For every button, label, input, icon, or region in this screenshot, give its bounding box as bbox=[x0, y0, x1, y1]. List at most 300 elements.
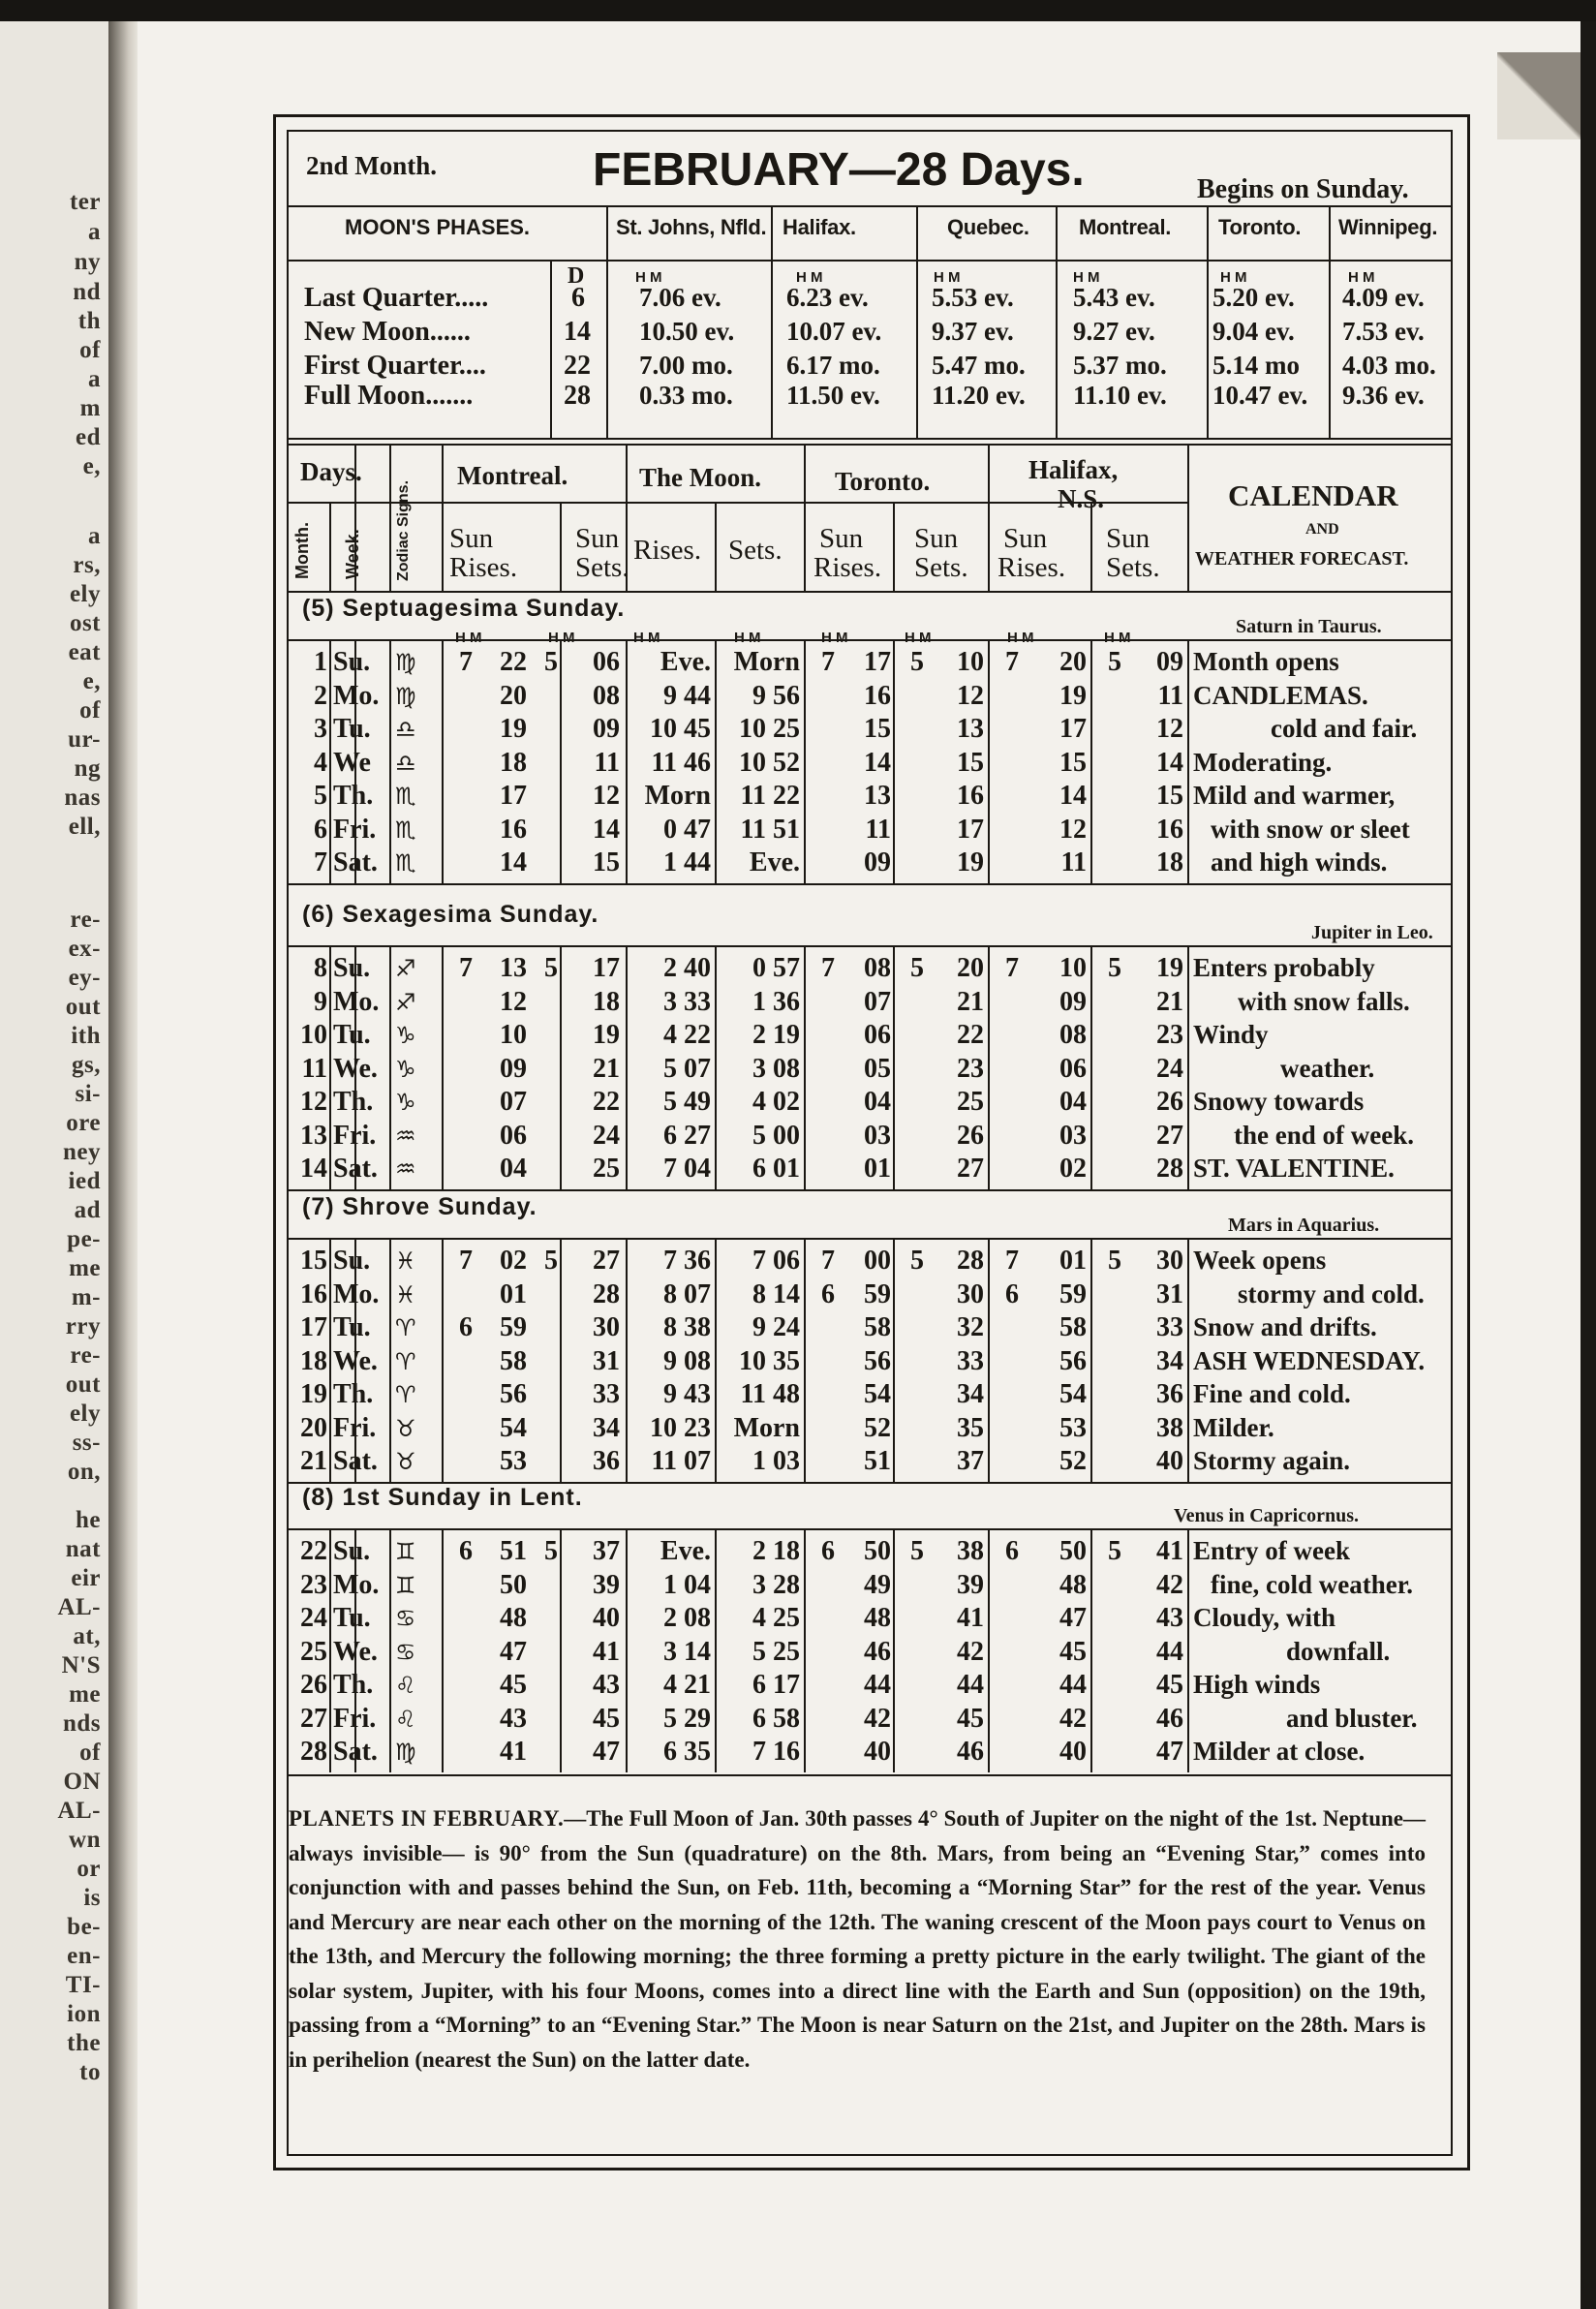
hm-small: H M bbox=[734, 630, 761, 646]
day-number: 14 bbox=[300, 1154, 327, 1184]
week-rule bbox=[289, 1528, 1451, 1530]
montreal-rise-min: 09 bbox=[500, 1053, 527, 1084]
toronto-rise-min: 49 bbox=[864, 1569, 891, 1600]
moon-rise: 10 23 bbox=[650, 1412, 711, 1443]
facing-page-fragment: re- bbox=[70, 907, 101, 933]
hm-small: H M bbox=[548, 630, 575, 646]
facing-page-fragment: nd bbox=[73, 279, 101, 305]
forecast-line: downfall. bbox=[1286, 1636, 1391, 1666]
moon-set: 11 51 bbox=[740, 814, 800, 845]
zodiac-col-line bbox=[389, 446, 391, 591]
stjohns-col-line bbox=[606, 207, 608, 440]
facing-page-fragment: ney bbox=[63, 1139, 101, 1165]
forecast-line: cold and fair. bbox=[1271, 714, 1418, 743]
toronto-rise-min: 09 bbox=[864, 847, 891, 877]
facing-page-fragment: TI- bbox=[65, 1972, 101, 1998]
toronto-set-min: 30 bbox=[957, 1278, 984, 1309]
moon-header: The Moon. bbox=[639, 463, 762, 492]
montreal-set-hour: 5 bbox=[544, 1246, 558, 1276]
week-label: (5) Septuagesima Sunday. bbox=[302, 595, 626, 622]
toronto-set-min: 23 bbox=[957, 1053, 984, 1084]
moon-set: 3 08 bbox=[752, 1053, 800, 1084]
toronto-set-min: 21 bbox=[957, 986, 984, 1017]
weekday: Su. bbox=[333, 953, 371, 983]
toronto-rise-min: 51 bbox=[864, 1446, 891, 1476]
row-col-line bbox=[1187, 947, 1189, 1189]
moon-set: 0 57 bbox=[752, 953, 800, 983]
moon-set: 5 25 bbox=[752, 1636, 800, 1667]
facing-page-fragment: on, bbox=[67, 1459, 101, 1485]
zodiac-sign: ♐ bbox=[395, 955, 416, 982]
montreal-rise-hour: 6 bbox=[459, 1312, 473, 1342]
moon-rise: 5 29 bbox=[663, 1703, 711, 1734]
forecast-line: High winds bbox=[1193, 1670, 1321, 1699]
montreal-rise-min: 04 bbox=[500, 1154, 527, 1184]
weekday: Tu. bbox=[333, 714, 371, 744]
montreal-rise-min: 58 bbox=[500, 1345, 527, 1376]
moon-rise: 4 21 bbox=[663, 1670, 711, 1700]
week-rule bbox=[289, 1238, 1451, 1240]
weekday: Su. bbox=[333, 647, 371, 677]
facing-page-fragment: me bbox=[69, 1255, 101, 1281]
weekday: Sat. bbox=[333, 1446, 378, 1476]
row-col-line bbox=[329, 641, 331, 883]
montreal-set-min: 36 bbox=[593, 1446, 620, 1476]
zodiac-sign: ♒ bbox=[395, 1122, 416, 1150]
halifax-rise-min: 42 bbox=[1059, 1703, 1087, 1734]
forecast-line: Month opens bbox=[1193, 647, 1339, 676]
phase-time: 7.53 ev. bbox=[1342, 317, 1425, 346]
day-number: 25 bbox=[300, 1636, 327, 1667]
planets-text: —The Full Moon of Jan. 30th passes 4° South of Jupiter on the night of the 1st. Neptune—always invisible— is 90° from the Sun (quadrature) on the 8th. Mars, from being an “Evening Star,” comes into conjunction with and passes behind the Sun, on Feb. 11th, becoming a “Morning Star” for the rest of the year. Venus and Mercury are near each other on the morning of the 12th. The waning crescent of the Moon pays court to Venus on the 13th, and Mercury the following morning; the three forming a pretty picture in the early twilight. The giant of the solar system, Jupiter, with his four Moons, comes into a direct line with the Earth and Sun (opposition) on the 19th, passing from a “Morning” to an “Evening Star.” The Moon is near Saturn on the 21st, and Jupiter on the 28th. Mars is in perihelion (nearest the Sun) on the latter date. bbox=[289, 1806, 1426, 2072]
phase-time: 5.43 ev. bbox=[1073, 283, 1155, 312]
moon-set: 6 17 bbox=[752, 1670, 800, 1700]
hm-header: H M bbox=[796, 269, 823, 286]
montreal-rise-min: 17 bbox=[500, 781, 527, 811]
city-header: St. Johns, Nfld. bbox=[616, 215, 767, 239]
day-number: 6 bbox=[314, 814, 327, 845]
halifax-rise-min: 01 bbox=[1059, 1246, 1087, 1276]
weekday: Th. bbox=[333, 1379, 374, 1409]
toronto-rise-min: 54 bbox=[864, 1379, 891, 1409]
week-label: (8) 1st Sunday in Lent. bbox=[302, 1484, 583, 1511]
forecast-line: Stormy again. bbox=[1193, 1446, 1350, 1475]
montreal-set-hour: 5 bbox=[544, 953, 558, 983]
weekday: We. bbox=[333, 1053, 378, 1084]
moon-rise: 2 40 bbox=[663, 953, 711, 983]
city-header: Halifax. bbox=[783, 215, 856, 239]
montreal-set-min: 21 bbox=[593, 1053, 620, 1084]
row-col-line bbox=[988, 1240, 990, 1482]
forecast-line: and high winds. bbox=[1211, 847, 1388, 877]
hm-small: H M bbox=[905, 630, 932, 646]
forecast-line: the end of week. bbox=[1234, 1120, 1414, 1150]
day-number: 23 bbox=[300, 1569, 327, 1600]
toronto-set-min: 26 bbox=[957, 1120, 984, 1151]
halifax-rise-min: 19 bbox=[1059, 680, 1087, 711]
toronto-set-hour: 5 bbox=[910, 1246, 924, 1276]
row-col-line bbox=[560, 1530, 562, 1772]
montreal-set-min: 45 bbox=[593, 1703, 620, 1734]
moon-set: 5 00 bbox=[752, 1120, 800, 1151]
halifax-set-min: 19 bbox=[1156, 953, 1183, 983]
forecast-line: ASH WEDNESDAY. bbox=[1193, 1345, 1426, 1375]
week-note: Mars in Aquarius. bbox=[1228, 1215, 1380, 1236]
phase-bottom-rule-2 bbox=[289, 444, 1451, 446]
montreal-rise-hour: 7 bbox=[459, 953, 473, 983]
moon-set: 6 58 bbox=[752, 1703, 800, 1734]
toronto-rise-min: 16 bbox=[864, 680, 891, 711]
city-header: Quebec. bbox=[947, 215, 1029, 239]
facing-page-fragment: eat bbox=[68, 639, 101, 665]
halifax-set-min: 12 bbox=[1156, 714, 1183, 744]
weekday: Mo. bbox=[333, 680, 380, 711]
row-col-line bbox=[560, 1240, 562, 1482]
montreal-rise-min: 53 bbox=[500, 1446, 527, 1476]
row-col-line bbox=[893, 947, 895, 1189]
zodiac-sign: ♈ bbox=[395, 1381, 416, 1408]
day-number: 27 bbox=[300, 1703, 327, 1734]
montreal-rise-hour: 6 bbox=[459, 1536, 473, 1566]
zodiac-sign: ♏ bbox=[395, 816, 416, 844]
moon-rise: 6 35 bbox=[663, 1737, 711, 1767]
row-col-line bbox=[389, 947, 391, 1189]
halifax-set-min: 24 bbox=[1156, 1053, 1183, 1084]
weekday: Tu. bbox=[333, 1312, 371, 1342]
montreal-rises: Rises. bbox=[449, 552, 518, 583]
facing-page-fragment: nds bbox=[62, 1710, 101, 1737]
moon-mid bbox=[715, 504, 717, 591]
row-col-line bbox=[329, 947, 331, 1189]
weekday: Mo. bbox=[333, 1569, 380, 1600]
toronto-set-hour: 5 bbox=[910, 1536, 924, 1566]
halifax-set-min: 38 bbox=[1156, 1412, 1183, 1443]
facing-page-fragment: be- bbox=[67, 1914, 101, 1940]
facing-page-fragment: N'S bbox=[61, 1652, 101, 1678]
moon-rise: 7 36 bbox=[663, 1246, 711, 1276]
row-col-line bbox=[893, 641, 895, 883]
phase-rule bbox=[289, 260, 1451, 262]
moon-rise: 2 08 bbox=[663, 1603, 711, 1633]
moon-rise: 8 07 bbox=[663, 1278, 711, 1309]
toronto-col-line bbox=[1207, 207, 1209, 440]
montreal-sun-sets: Sun bbox=[575, 523, 620, 554]
phase-time: 5.37 mo. bbox=[1073, 351, 1167, 380]
halifax-set-min: 31 bbox=[1156, 1278, 1183, 1309]
facing-page-fragment: ost bbox=[69, 610, 101, 636]
phase-time: 7.06 ev. bbox=[639, 283, 721, 312]
facing-page-fragment: of bbox=[79, 337, 101, 363]
halifax-rise-min: 20 bbox=[1059, 647, 1087, 677]
month-col-line bbox=[329, 502, 331, 591]
montreal-set-min: 09 bbox=[593, 714, 620, 744]
halifax-rise-min: 47 bbox=[1059, 1603, 1087, 1633]
zodiac-sign: ♌ bbox=[395, 1672, 416, 1699]
row-col-line bbox=[329, 1240, 331, 1482]
city-header: Toronto. bbox=[1218, 215, 1302, 239]
toronto-rise-min: 00 bbox=[864, 1246, 891, 1276]
halifax-set-min: 21 bbox=[1156, 986, 1183, 1017]
weekday: Sat. bbox=[333, 847, 378, 877]
forecast-line: CANDLEMAS. bbox=[1193, 680, 1368, 710]
phase-time: 5.14 mo bbox=[1212, 351, 1300, 380]
montreal-set-min: 31 bbox=[593, 1345, 620, 1376]
toronto-sets: Sets. bbox=[914, 552, 968, 583]
facing-page-fragment: e, bbox=[82, 453, 101, 479]
weekday: Su. bbox=[333, 1246, 371, 1276]
facing-page-fragment: ng bbox=[74, 755, 101, 782]
hm-header: H M bbox=[1220, 269, 1247, 286]
hm-header: H M bbox=[1348, 269, 1375, 286]
halifax-set-min: 44 bbox=[1156, 1636, 1183, 1667]
day-number: 4 bbox=[314, 747, 327, 778]
zodiac-sign: ♎ bbox=[395, 716, 416, 743]
halifax-rise-min: 12 bbox=[1059, 814, 1087, 845]
day-number: 21 bbox=[300, 1446, 327, 1476]
week-note: Jupiter in Leo. bbox=[1311, 922, 1433, 943]
zodiac-sign: ♉ bbox=[395, 1448, 416, 1475]
halifax-set-min: 14 bbox=[1156, 747, 1183, 778]
halifax-set-min: 09 bbox=[1156, 647, 1183, 677]
facing-page-fragment: he bbox=[76, 1507, 101, 1533]
halifax-set-min: 26 bbox=[1156, 1087, 1183, 1117]
toronto-rise-min: 46 bbox=[864, 1636, 891, 1667]
day-header: D bbox=[568, 263, 585, 289]
days-header: Days. bbox=[300, 457, 362, 486]
zodiac-sign: ♍ bbox=[395, 649, 416, 676]
row-col-line bbox=[1090, 1240, 1092, 1482]
moon-rise: 11 07 bbox=[651, 1446, 711, 1476]
toronto-rise-min: 40 bbox=[864, 1737, 891, 1767]
halifax-rise-min: 54 bbox=[1059, 1379, 1087, 1409]
moon-set: 9 56 bbox=[752, 680, 800, 711]
toronto-set-min: 22 bbox=[957, 1020, 984, 1050]
row-col-line bbox=[804, 947, 806, 1189]
toronto-set-min: 12 bbox=[957, 680, 984, 711]
facing-page-fragment: AL- bbox=[57, 1798, 101, 1824]
day-number: 22 bbox=[300, 1536, 327, 1566]
moon-set: 6 01 bbox=[752, 1154, 800, 1184]
moon-rise: 9 44 bbox=[663, 680, 711, 711]
day-number: 15 bbox=[300, 1246, 327, 1276]
moon-set: 1 36 bbox=[752, 986, 800, 1017]
facing-page-fragment: ny bbox=[74, 249, 101, 275]
toronto-rise-min: 06 bbox=[864, 1020, 891, 1050]
halifax-rise-min: 03 bbox=[1059, 1120, 1087, 1151]
montreal-rise-min: 16 bbox=[500, 814, 527, 845]
forecast-line: Snowy towards bbox=[1193, 1087, 1365, 1116]
day-number: 9 bbox=[314, 986, 327, 1017]
quebec-col-line bbox=[916, 207, 918, 440]
day-number: 16 bbox=[300, 1278, 327, 1309]
toronto-rise-min: 13 bbox=[864, 781, 891, 811]
halifax-set-min: 42 bbox=[1156, 1569, 1183, 1600]
montreal-set-min: 37 bbox=[593, 1536, 620, 1566]
facing-page-fragment: ore bbox=[66, 1110, 101, 1136]
toronto-rises: Rises. bbox=[813, 552, 882, 583]
cal-start bbox=[1187, 446, 1189, 591]
phase-time: 6.17 mo. bbox=[786, 351, 880, 380]
header-sub-rule bbox=[289, 502, 1187, 504]
mtl-mid bbox=[560, 504, 562, 591]
toronto-set-min: 34 bbox=[957, 1379, 984, 1409]
weekday: Fri. bbox=[333, 1120, 377, 1151]
halifax-sun-sets: Sun bbox=[1106, 523, 1151, 554]
phase-bottom-rule bbox=[289, 438, 1451, 440]
moon-set: 2 18 bbox=[752, 1536, 800, 1566]
toronto-set-min: 41 bbox=[957, 1603, 984, 1633]
halifax-rise-min: 56 bbox=[1059, 1345, 1087, 1376]
montreal-set-min: 18 bbox=[593, 986, 620, 1017]
montreal-rise-min: 22 bbox=[500, 647, 527, 677]
halifax-set-min: 36 bbox=[1156, 1379, 1183, 1409]
montreal-set-min: 28 bbox=[593, 1278, 620, 1309]
moon-rise: 3 33 bbox=[663, 986, 711, 1017]
montreal-header: Montreal. bbox=[457, 461, 568, 490]
facing-page-fragment: eir bbox=[71, 1565, 101, 1591]
halifax-set-hour: 5 bbox=[1108, 647, 1121, 677]
phase-time: 11.50 ev. bbox=[786, 381, 880, 410]
facing-page-fragment: ely bbox=[69, 581, 101, 607]
day-number: 26 bbox=[300, 1670, 327, 1700]
halifax-rise-min: 48 bbox=[1059, 1569, 1087, 1600]
row-col-line bbox=[1187, 1240, 1189, 1482]
planets-paragraph bbox=[289, 1801, 1426, 2077]
forecast-line: Cloudy, with bbox=[1193, 1603, 1336, 1632]
zodiac-sign: ♑ bbox=[395, 1089, 416, 1116]
hm-header: H M bbox=[1073, 269, 1100, 286]
zodiac-sign: ♊ bbox=[395, 1571, 416, 1599]
toronto-rise-min: 58 bbox=[864, 1312, 891, 1342]
montreal-rise-min: 12 bbox=[500, 986, 527, 1017]
phase-time: 11.10 ev. bbox=[1073, 381, 1167, 410]
halifax-rise-min: 04 bbox=[1059, 1087, 1087, 1117]
header-rule bbox=[289, 205, 1451, 207]
table-bottom-rule bbox=[289, 1774, 1451, 1776]
zodiac-sign: ♈ bbox=[395, 1347, 416, 1375]
hm-small: H M bbox=[1104, 630, 1131, 646]
montreal-set-min: 27 bbox=[593, 1246, 620, 1276]
zodiac-sign: ♓ bbox=[395, 1280, 416, 1308]
facing-page-fragment: en- bbox=[67, 1943, 101, 1969]
hal-start bbox=[988, 446, 990, 591]
facing-page-fragment: ith bbox=[71, 1023, 101, 1049]
zodiac-sign: ♏ bbox=[395, 849, 416, 877]
phase-name: Full Moon....... bbox=[304, 381, 474, 411]
forecast-line: Entry of week bbox=[1193, 1536, 1350, 1565]
toronto-set-min: 19 bbox=[957, 847, 984, 877]
montreal-set-min: 25 bbox=[593, 1154, 620, 1184]
moon-set: 10 35 bbox=[739, 1345, 800, 1376]
halifax-rise-min: 11 bbox=[1060, 847, 1087, 877]
moon-rise: 11 46 bbox=[651, 747, 711, 778]
halifax-col-line bbox=[771, 207, 773, 440]
montreal-set-min: 24 bbox=[593, 1120, 620, 1151]
zodiac-sign: ♒ bbox=[395, 1155, 416, 1183]
day-number: 20 bbox=[300, 1412, 327, 1443]
halifax-set-min: 15 bbox=[1156, 781, 1183, 811]
montreal-set-min: 43 bbox=[593, 1670, 620, 1700]
weekday: We. bbox=[333, 1345, 378, 1376]
toronto-set-min: 27 bbox=[957, 1154, 984, 1184]
toronto-rise-hour: 7 bbox=[821, 1246, 835, 1276]
toronto-set-min: 28 bbox=[957, 1246, 984, 1276]
hm-small: H M bbox=[821, 630, 848, 646]
montreal-set-min: 30 bbox=[593, 1312, 620, 1342]
halifax-rise-hour: 6 bbox=[1005, 1278, 1019, 1309]
facing-page-fragment: ter bbox=[69, 189, 101, 215]
montreal-rise-min: 02 bbox=[500, 1246, 527, 1276]
toronto-rise-hour: 6 bbox=[821, 1536, 835, 1566]
toronto-set-min: 39 bbox=[957, 1569, 984, 1600]
montreal-rise-min: 06 bbox=[500, 1120, 527, 1151]
halifax-rise-hour: 6 bbox=[1005, 1536, 1019, 1566]
moon-set: 7 06 bbox=[752, 1246, 800, 1276]
facing-page-fragment: or bbox=[77, 1856, 101, 1882]
planets-heading: PLANETS IN FEBRUARY. bbox=[289, 1806, 565, 1831]
halifax-rise-min: 50 bbox=[1059, 1536, 1087, 1566]
facing-page-fragment: th bbox=[77, 308, 101, 334]
forecast-line: Milder at close. bbox=[1193, 1737, 1366, 1766]
toronto-set-min: 13 bbox=[957, 714, 984, 744]
toronto-rise-min: 15 bbox=[864, 714, 891, 744]
phase-time: 4.09 ev. bbox=[1342, 283, 1425, 312]
zodiac-sign: ♎ bbox=[395, 749, 416, 777]
facing-page-fragment: nas bbox=[64, 785, 101, 811]
facing-page-fragment: ad bbox=[74, 1197, 101, 1223]
facing-page-fragment: out bbox=[65, 1371, 101, 1398]
toronto-rise-min: 08 bbox=[864, 953, 891, 983]
montreal-set-min: 19 bbox=[593, 1020, 620, 1050]
moon-rise: Morn bbox=[644, 781, 711, 811]
halifax-rises: Rises. bbox=[998, 552, 1066, 583]
toronto-set-min: 38 bbox=[957, 1536, 984, 1566]
moon-set: 1 03 bbox=[752, 1446, 800, 1476]
zodiac-vert-header: Zodiac Signs. bbox=[395, 479, 412, 581]
facing-page-fragment: is bbox=[83, 1885, 101, 1911]
month-number: 2nd Month. bbox=[306, 151, 438, 180]
moon-rise: Eve. bbox=[660, 647, 711, 677]
day-number: 11 bbox=[301, 1053, 327, 1084]
montreal-rise-min: 01 bbox=[500, 1278, 527, 1309]
toronto-rise-min: 01 bbox=[864, 1154, 891, 1184]
facing-page-fragment: a bbox=[88, 219, 101, 245]
toronto-rise-min: 03 bbox=[864, 1120, 891, 1151]
phase-time: 10.47 ev. bbox=[1212, 381, 1308, 410]
montreal-set-min: 06 bbox=[593, 647, 620, 677]
zodiac-sign: ♐ bbox=[395, 988, 416, 1016]
facing-page-fragment: at, bbox=[73, 1623, 101, 1649]
row-col-line bbox=[560, 947, 562, 1189]
halifax-rise-min: 44 bbox=[1059, 1670, 1087, 1700]
moon-rise: 10 45 bbox=[650, 714, 711, 744]
toronto-rise-min: 52 bbox=[864, 1412, 891, 1443]
toronto-set-min: 32 bbox=[957, 1312, 984, 1342]
moon-rise: 9 43 bbox=[663, 1379, 711, 1409]
toronto-set-hour: 5 bbox=[910, 953, 924, 983]
halifax-sets: Sets. bbox=[1106, 552, 1160, 583]
phase-time: 5.53 ev. bbox=[932, 283, 1014, 312]
phase-time: 10.50 ev. bbox=[639, 317, 735, 346]
montreal-set-min: 39 bbox=[593, 1569, 620, 1600]
montreal-rise-min: 20 bbox=[500, 680, 527, 711]
halifax-set-min: 46 bbox=[1156, 1703, 1183, 1734]
toronto-rise-min: 59 bbox=[864, 1278, 891, 1309]
montreal-set-min: 47 bbox=[593, 1737, 620, 1767]
moon-rise: 4 22 bbox=[663, 1020, 711, 1050]
halifax-set-min: 18 bbox=[1156, 847, 1183, 877]
facing-page bbox=[0, 0, 108, 2309]
